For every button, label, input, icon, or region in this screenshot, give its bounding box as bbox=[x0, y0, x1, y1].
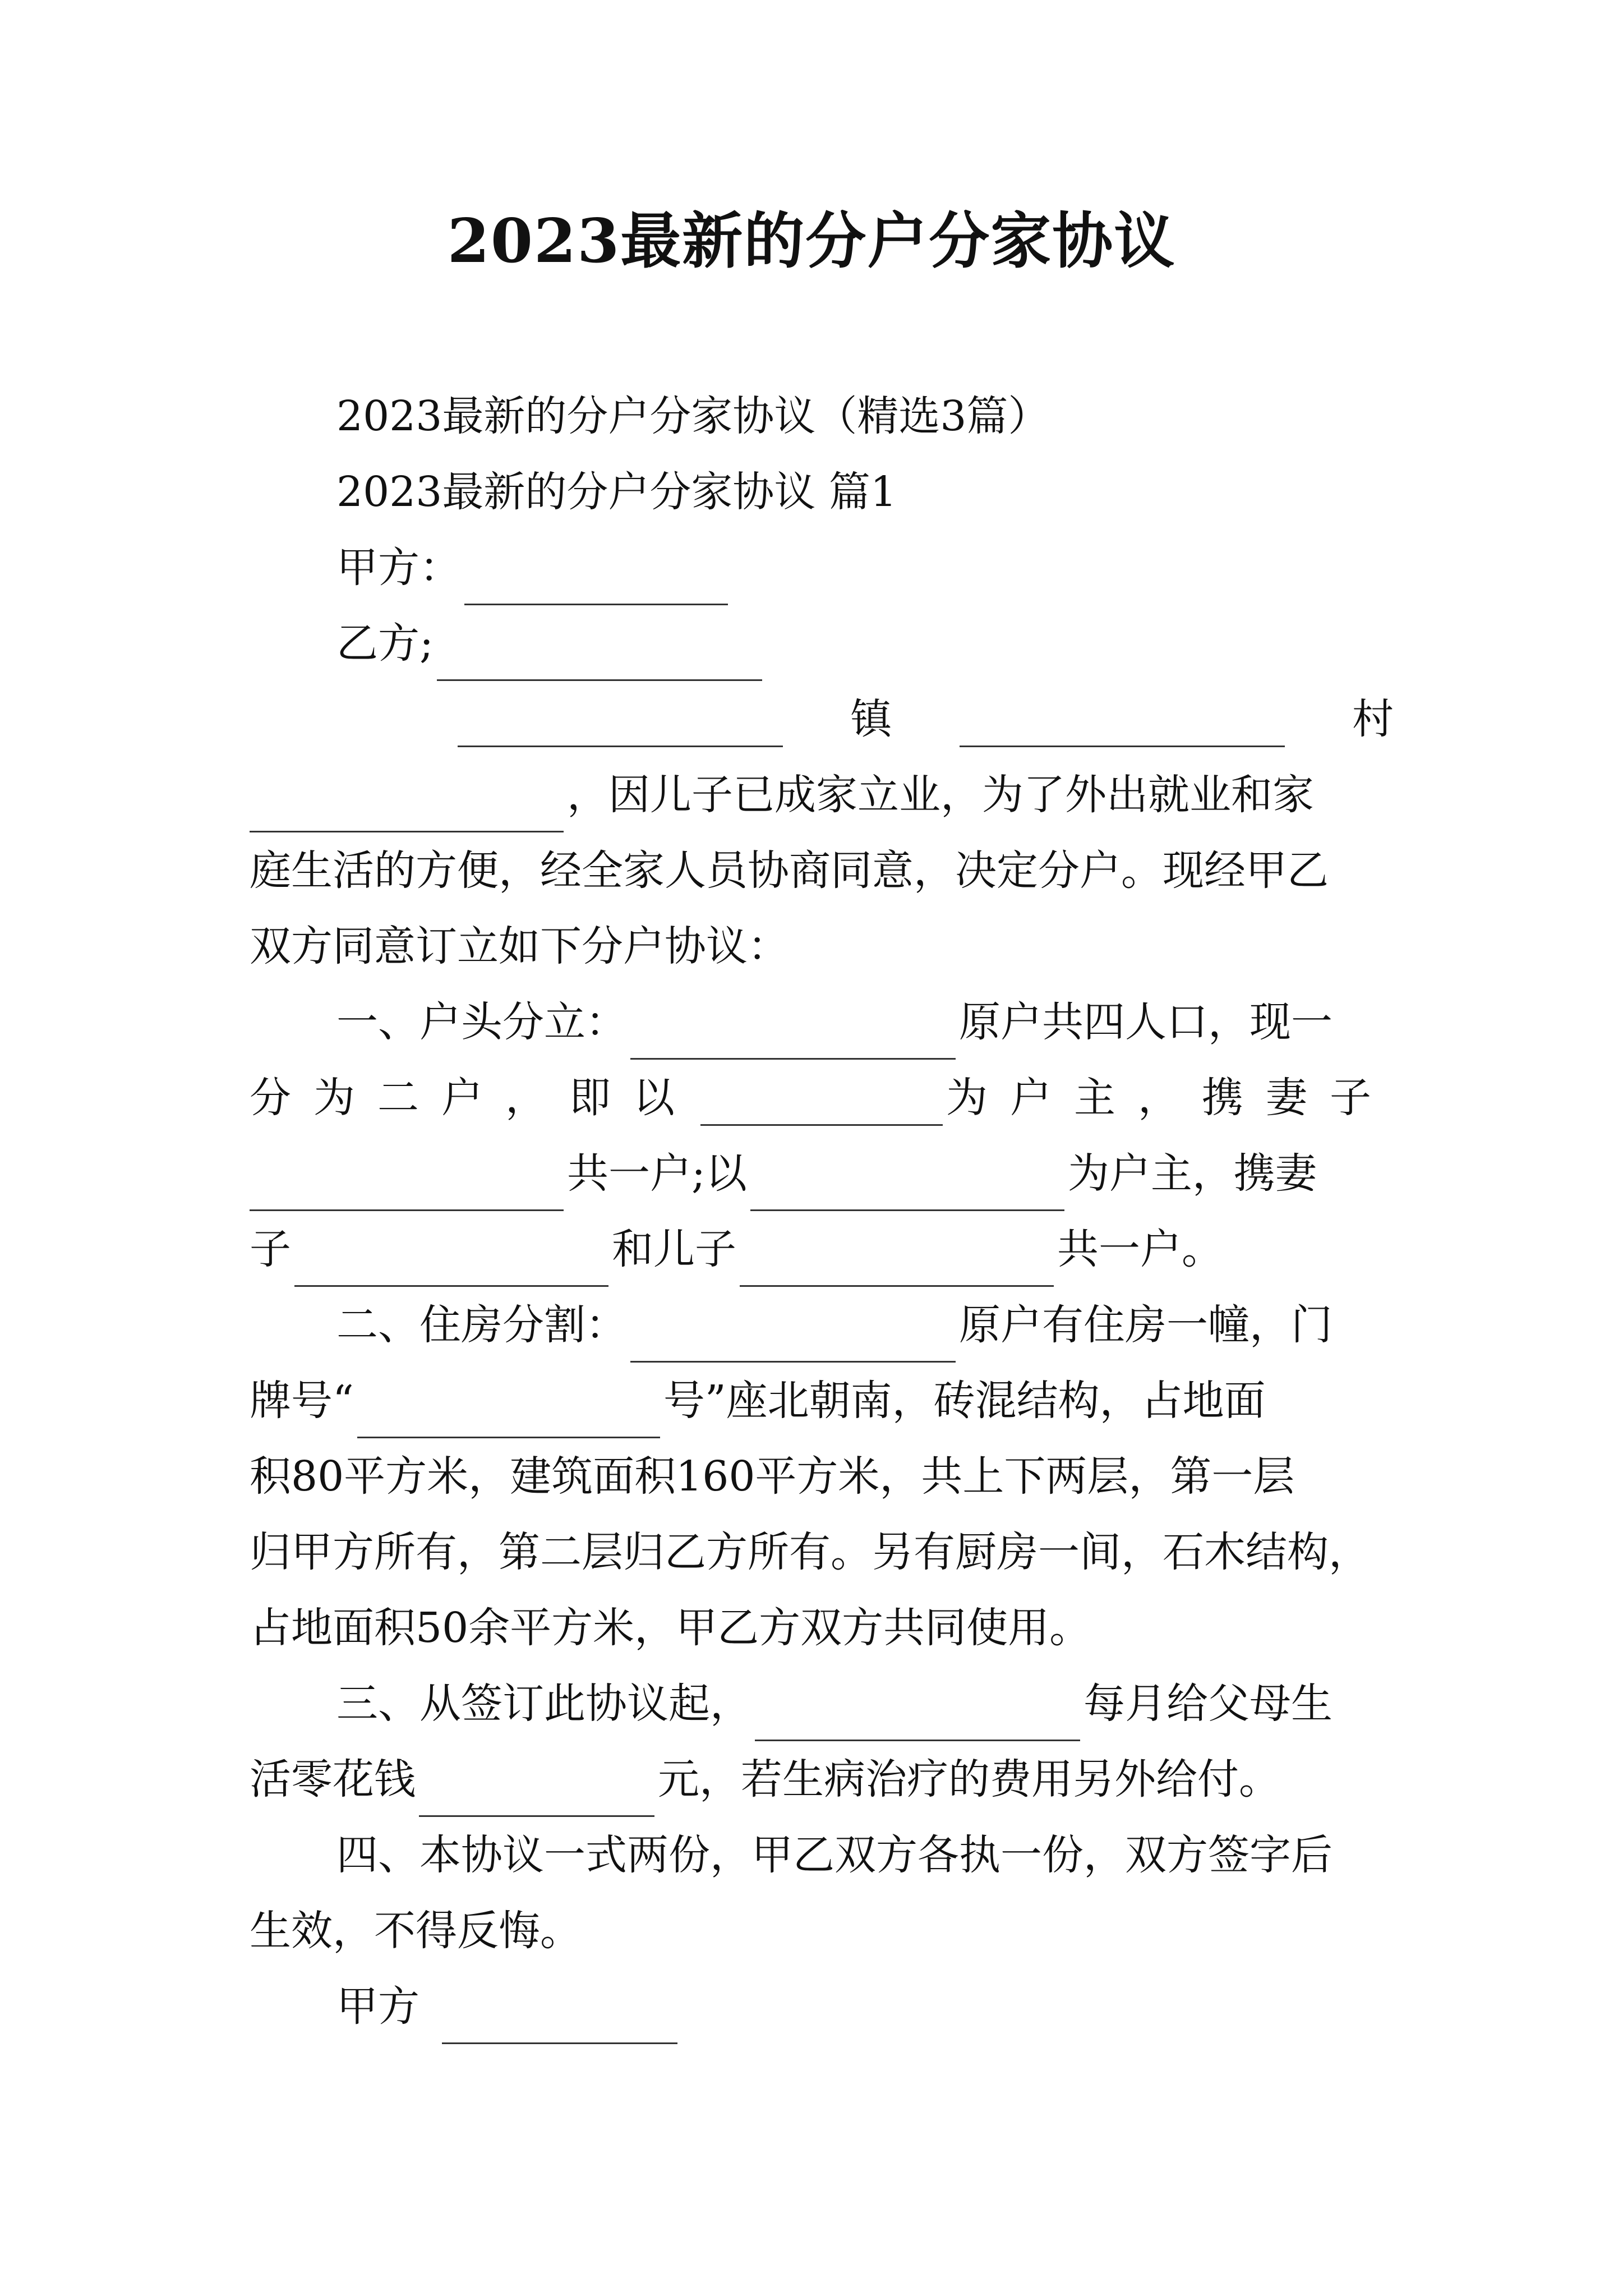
village-label: 村 bbox=[1352, 695, 1394, 743]
clause4-line-1: 四、本协议一式两份，甲乙双方各执一份，双方签字后 bbox=[336, 1831, 1332, 1879]
village-blank bbox=[960, 692, 1285, 747]
clause1-blank-4 bbox=[750, 1156, 1064, 1211]
clause1-blank-1 bbox=[630, 1004, 956, 1060]
intro-text-1: ，因儿子已成家立业，为了外出就业和家 bbox=[567, 771, 1314, 819]
sign-a-label: 甲方 bbox=[336, 1982, 419, 2031]
clause1-text-5: 为户主，携妻 bbox=[1067, 1149, 1317, 1198]
clause3-text-3: 元，若生病治疗的费用另外给付。 bbox=[658, 1755, 1280, 1803]
clause2-text-2: 牌号“ bbox=[250, 1377, 354, 1425]
clause4-line-2: 生效，不得反悔。 bbox=[250, 1907, 582, 1955]
clause2-line-4: 归甲方所有，第二层归乙方所有。另有厨房一间，石木结构， bbox=[250, 1528, 1370, 1576]
clause1-text-1: 原户共四人口，现一 bbox=[959, 998, 1332, 1046]
clause1-line-4 bbox=[250, 1212, 1394, 1287]
party-a-label: 甲方： bbox=[336, 544, 461, 592]
clause3-text-1: 每月给父母生 bbox=[1083, 1680, 1332, 1728]
clause2-line-5: 占地面积50余平方米，甲乙方双方共同使用。 bbox=[250, 1604, 1091, 1652]
town-blank bbox=[458, 692, 783, 747]
clause1-text-3: 为户主，携妻子 bbox=[946, 1074, 1394, 1122]
document-title: 2023最新的分户分家协议 bbox=[447, 206, 1176, 277]
clause1-text-8: 共一户。 bbox=[1057, 1225, 1223, 1273]
clause2-heading: 二、住房分割： bbox=[336, 1301, 627, 1349]
party-b-blank bbox=[437, 625, 762, 681]
clause1-blank-6 bbox=[740, 1231, 1054, 1287]
subtitle: 2023最新的分户分家协议（精选3篇） bbox=[336, 392, 1050, 440]
town-label: 镇 bbox=[850, 695, 892, 743]
clause3-heading: 三、从签订此协议起， bbox=[336, 1680, 751, 1728]
clause3-blank-2 bbox=[419, 1761, 654, 1817]
intro-line-1 bbox=[454, 682, 1394, 757]
clause2-line-2 bbox=[250, 1363, 1394, 1438]
clause1-blank-5 bbox=[294, 1231, 608, 1287]
sign-a-blank bbox=[442, 1989, 677, 2044]
clause3-line-1 bbox=[336, 1666, 1394, 1741]
clause1-blank-2 bbox=[700, 1070, 943, 1126]
party-b-label: 乙方; bbox=[336, 619, 434, 668]
clause1-line-3 bbox=[250, 1136, 1394, 1211]
clause1-text-4: 共一户;以 bbox=[567, 1149, 747, 1198]
clause1-blank-3 bbox=[250, 1156, 564, 1211]
intro-line-4: 双方同意订立如下分户协议： bbox=[250, 922, 789, 970]
party-a-line bbox=[336, 530, 1394, 605]
party-a-blank bbox=[464, 550, 728, 605]
name-blank bbox=[250, 777, 564, 832]
party-b-line bbox=[336, 606, 1394, 681]
clause3-text-2: 活零花钱 bbox=[250, 1755, 416, 1803]
sign-a-line bbox=[336, 1969, 1394, 2044]
clause1-text-7: 和儿子 bbox=[612, 1225, 736, 1273]
clause1-text-2: 分为二户，即以 bbox=[250, 1074, 697, 1122]
section-heading: 2023最新的分户分家协议 篇1 bbox=[336, 468, 897, 516]
clause2-blank-2 bbox=[357, 1383, 660, 1438]
clause2-line-1 bbox=[336, 1287, 1394, 1363]
clause2-blank-1 bbox=[630, 1307, 956, 1363]
intro-line-3: 庭生活的方便，经全家人员协商同意，决定分户。现经甲乙 bbox=[250, 846, 1329, 895]
clause1-line-1 bbox=[336, 984, 1394, 1060]
clause1-heading: 一、户头分立： bbox=[336, 998, 627, 1046]
clause3-blank-1 bbox=[755, 1686, 1080, 1741]
clause1-text-6: 子 bbox=[250, 1225, 291, 1273]
clause2-text-3: 号”座北朝南，砖混结构，占地面 bbox=[663, 1377, 1266, 1425]
intro-line-2 bbox=[250, 757, 1394, 832]
clause3-line-2 bbox=[250, 1742, 1394, 1817]
clause2-text-1: 原户有住房一幢，门 bbox=[959, 1301, 1332, 1349]
clause1-line-2 bbox=[250, 1060, 1394, 1135]
clause2-line-3: 积80平方米，建筑面积160平方米，共上下两层，第一层 bbox=[250, 1452, 1295, 1501]
